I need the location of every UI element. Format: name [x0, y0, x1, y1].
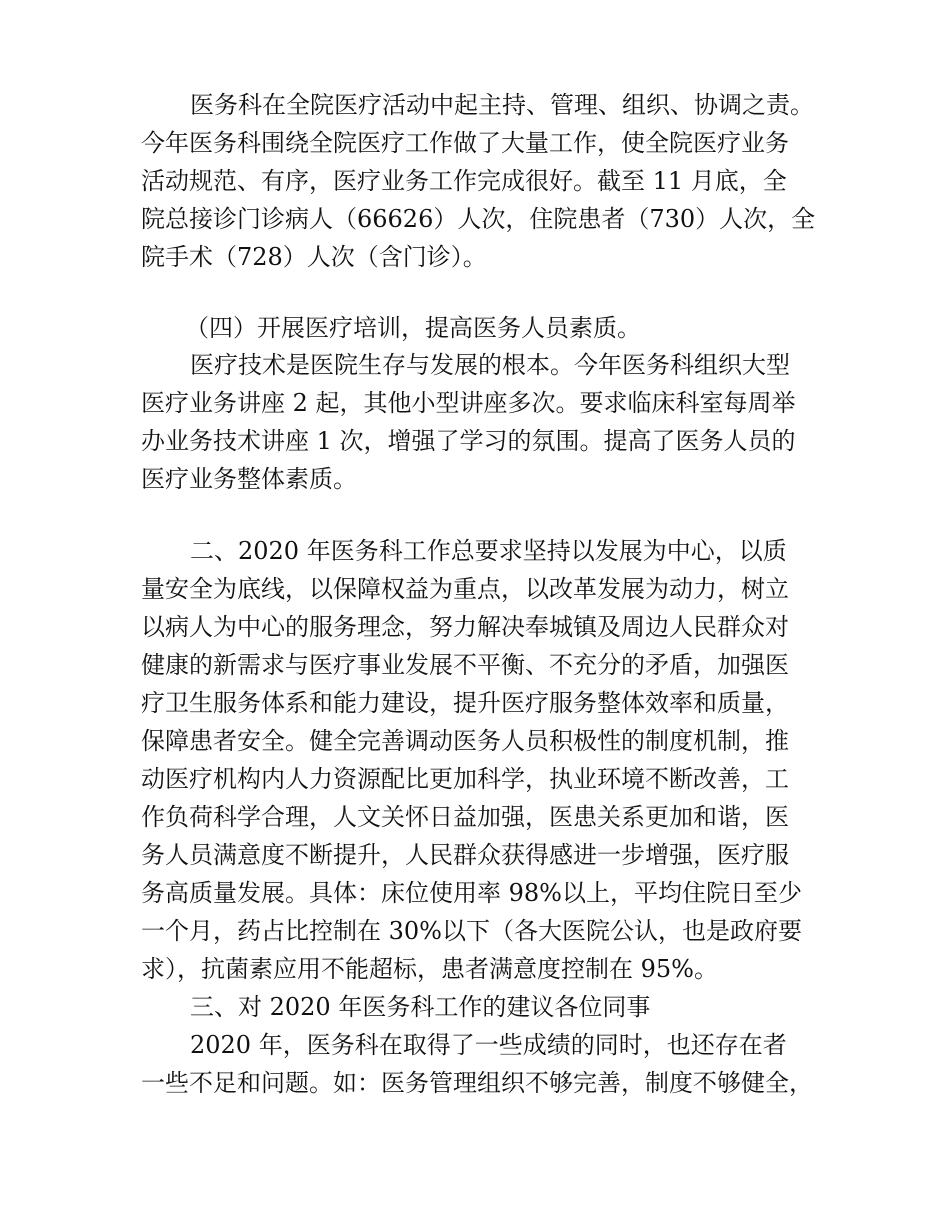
- text-line: 今年医务科围绕全院医疗工作做了大量工作，使全院医疗业务: [141, 129, 789, 157]
- text-line: 疗卫生服务体系和能力建设，提升医疗服务整体效率和质量，: [141, 689, 789, 717]
- text-line: 健康的新需求与医疗事业发展不平衡、不充分的矛盾，加强医: [141, 651, 789, 679]
- text-line: 一个月，药占比控制在 30%以下（各大医院公认，也是政府要: [141, 917, 802, 945]
- text-line: 医疗业务讲座 2 起，其他小型讲座多次。要求临床科室每周举: [141, 389, 796, 417]
- text-line: 活动规范、有序，医疗业务工作完成很好。截至 11 月底，全: [141, 167, 787, 195]
- text-line: 量安全为底线，以保障权益为重点，以改革发展为动力，树立: [141, 575, 789, 603]
- text-line: 务高质量发展。具体：床位使用率 98%以上，平均住院日至少: [141, 879, 802, 907]
- text-line: 医疗技术是医院生存与发展的根本。今年医务科组织大型: [190, 351, 790, 379]
- text-line: 2020 年，医务科在取得了一些成绩的同时，也还存在者: [190, 1031, 787, 1059]
- text-line: 以病人为中心的服务理念，努力解决奉城镇及周边人民群众对: [141, 613, 789, 641]
- text-line: 医疗业务整体素质。: [141, 465, 357, 493]
- text-line: 院总接诊门诊病人（66626）人次，住院患者（730）人次，全: [141, 205, 816, 233]
- text-line: 办业务技术讲座 1 次，增强了学习的氛围。提高了医务人员的: [141, 427, 796, 455]
- text-line: 院手术（728）人次（含门诊）。: [141, 243, 487, 271]
- text-line: 医务科在全院医疗活动中起主持、管理、组织、协调之责。: [190, 91, 814, 119]
- section-heading: 三、对 2020 年医务科工作的建议各位同事: [190, 993, 651, 1021]
- section-heading: （四）开展医疗培训，提高医务人员素质。: [185, 314, 641, 342]
- text-line: 务人员满意度不断提升，人民群众获得感进一步增强，医疗服: [141, 841, 789, 869]
- text-line: 保障患者安全。健全完善调动医务人员积极性的制度机制，推: [141, 727, 789, 755]
- text-line: 作负荷科学合理，人文关怀日益加强，医患关系更加和谐，医: [141, 803, 789, 831]
- text-line: 二、2020 年医务科工作总要求坚持以发展为中心，以质: [190, 537, 787, 565]
- text-line: 求），抗菌素应用不能超标，患者满意度控制在 95%。: [141, 955, 718, 983]
- text-line: 动医疗机构内人力资源配比更加科学，执业环境不断改善，工: [141, 765, 789, 793]
- text-line: 一些不足和问题。如：医务管理组织不够完善，制度不够健全，: [141, 1069, 813, 1097]
